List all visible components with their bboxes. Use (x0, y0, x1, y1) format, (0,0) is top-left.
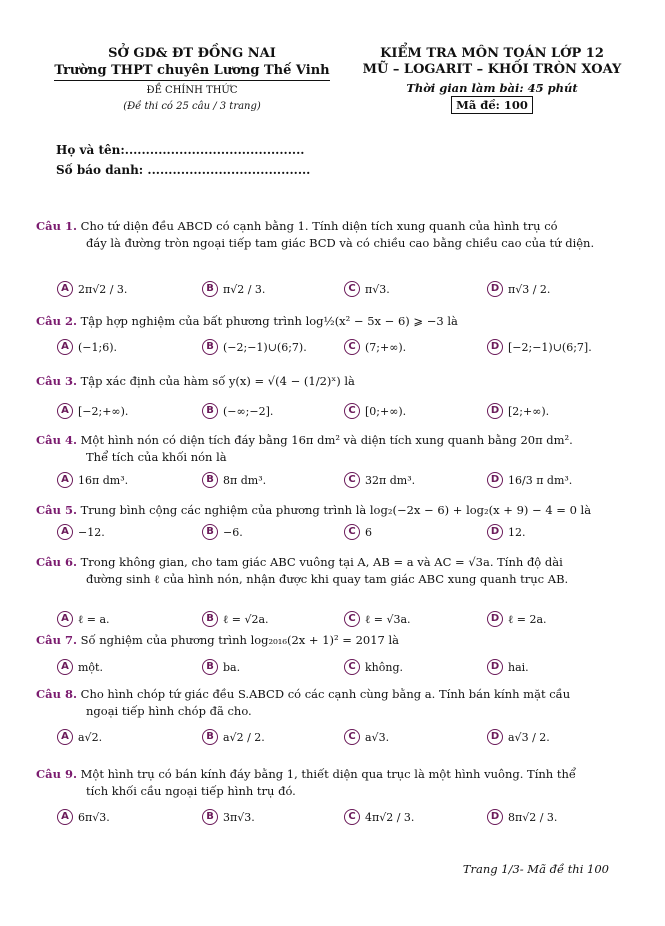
option-b[interactable] (202, 607, 269, 631)
option-b[interactable] (202, 805, 255, 829)
option-a[interactable] (57, 335, 117, 359)
option-letter-badge: D (487, 729, 503, 745)
option-a[interactable] (57, 655, 103, 679)
header-right (352, 46, 632, 114)
option-letter-badge: C (344, 472, 360, 488)
option-a[interactable] (57, 399, 128, 423)
question-5 (36, 502, 626, 519)
option-text: [2;+∞). (508, 404, 550, 418)
option-d[interactable] (487, 335, 592, 359)
option-d[interactable] (487, 607, 547, 631)
option-text: a√3 / 2. (508, 730, 550, 744)
option-letter-badge: C (344, 659, 360, 675)
question-text: Tập xác định của hàm số y(x) = √(4 − (1/2)ˣ) là (80, 374, 355, 388)
option-b[interactable] (202, 335, 307, 359)
option-letter-badge: D (487, 472, 503, 488)
option-b[interactable] (202, 520, 243, 544)
option-a[interactable] (57, 468, 128, 492)
department: SỞ GD& ĐT ĐỒNG NAI (108, 46, 276, 61)
option-d[interactable] (487, 725, 550, 749)
option-letter-badge: D (487, 659, 503, 675)
question-6 (36, 554, 626, 588)
question-number: Câu 1. (36, 219, 77, 233)
option-letter-badge: A (57, 524, 73, 540)
option-letter-badge: B (202, 524, 218, 540)
option-text: π√2 / 3. (223, 282, 266, 296)
question-number: Câu 7. (36, 633, 77, 647)
option-text: (−2;−1)∪(6;7). (223, 340, 307, 354)
option-text: 4π√2 / 3. (365, 810, 415, 824)
option-text: a√2. (78, 730, 103, 744)
option-a[interactable] (57, 520, 105, 544)
question-4 (36, 432, 626, 466)
option-letter-badge: A (57, 281, 73, 297)
question-9 (36, 766, 626, 800)
question-number: Câu 8. (36, 687, 77, 701)
answer-options (57, 335, 627, 359)
option-d[interactable] (487, 277, 550, 301)
option-text: a√3. (365, 730, 390, 744)
option-b[interactable] (202, 655, 240, 679)
option-letter-badge: C (344, 339, 360, 355)
option-text: 8π dm³. (223, 473, 267, 487)
question-number: Câu 9. (36, 767, 77, 781)
option-d[interactable] (487, 805, 557, 829)
option-a[interactable] (57, 805, 110, 829)
answer-options (57, 725, 627, 749)
option-b[interactable] (202, 277, 265, 301)
option-text: −6. (223, 525, 243, 539)
option-letter-badge: D (487, 339, 503, 355)
option-text: 16π dm³. (78, 473, 129, 487)
option-letter-badge: A (57, 611, 73, 627)
question-text: Một hình nón có diện tích đáy bằng 16π dm² và diện tích xung quanh bằng 20π dm². (80, 433, 573, 447)
option-text: hai. (508, 660, 529, 674)
answer-options (57, 607, 627, 631)
option-text: 3π√3. (223, 810, 255, 824)
header-left (52, 46, 332, 115)
option-c[interactable] (344, 607, 411, 631)
option-c[interactable] (344, 277, 390, 301)
option-text: không. (365, 660, 403, 674)
option-d[interactable] (487, 468, 572, 492)
option-d[interactable] (487, 655, 529, 679)
exam-code: Mã đề: 100 (451, 96, 533, 114)
option-letter-badge: C (344, 281, 360, 297)
option-c[interactable] (344, 468, 415, 492)
candidate-id: Số báo danh: ....................................... (56, 163, 311, 177)
answer-options (57, 655, 627, 679)
question-number: Câu 3. (36, 374, 77, 388)
option-letter-badge: A (57, 339, 73, 355)
option-letter-badge: D (487, 281, 503, 297)
option-letter-badge: C (344, 403, 360, 419)
option-letter-badge: D (487, 403, 503, 419)
exam-duration: Thời gian làm bài: 45 phút (406, 81, 578, 95)
question-8 (36, 686, 626, 720)
option-letter-badge: C (344, 611, 360, 627)
option-c[interactable] (344, 335, 406, 359)
exam-title: KIỂM TRA MÔN TOÁN LỚP 12 (380, 46, 604, 61)
option-letter-badge: A (57, 403, 73, 419)
option-c[interactable] (344, 399, 406, 423)
question-number: Câu 4. (36, 433, 77, 447)
option-text: π√3. (365, 282, 390, 296)
question-2 (36, 313, 626, 330)
option-letter-badge: D (487, 611, 503, 627)
question-text: Cho hình chóp tứ giác đều S.ABCD có các cạnh cùng bằng a. Tính bán kính mặt cầu (80, 687, 571, 701)
option-letter-badge: B (202, 472, 218, 488)
option-letter-badge: B (202, 659, 218, 675)
option-text: ℓ = √3a. (365, 612, 411, 626)
option-b[interactable] (202, 725, 265, 749)
exam-note: (Đề thi có 25 câu / 3 trang) (123, 101, 261, 112)
option-text: (−∞;−2]. (223, 404, 274, 418)
option-text: ba. (223, 660, 241, 674)
answer-options (57, 805, 627, 829)
option-a[interactable] (57, 277, 127, 301)
option-text: ℓ = a. (78, 612, 110, 626)
option-letter-badge: B (202, 281, 218, 297)
question-number: Câu 5. (36, 503, 77, 517)
option-text: 8π√2 / 3. (508, 810, 558, 824)
option-letter-badge: D (487, 524, 503, 540)
option-letter-badge: A (57, 472, 73, 488)
question-7 (36, 632, 626, 649)
answer-options (57, 520, 627, 544)
page-footer: Trang 1/3- Mã đề thi 100 (462, 862, 609, 876)
question-text: Tập hợp nghiệm của bất phương trình log½(x² − 5x − 6) ⩾ −3 là (80, 314, 458, 328)
question-number: Câu 2. (36, 314, 77, 328)
option-text: ℓ = 2a. (508, 612, 547, 626)
question-text: Số nghiệm của phương trình log₂₀₁₆(2x + 1)² = 2017 là (80, 633, 400, 647)
option-text: (7;+∞). (365, 340, 407, 354)
option-text: 32π dm³. (365, 473, 416, 487)
option-text: ℓ = √2a. (223, 612, 269, 626)
option-letter-badge: A (57, 809, 73, 825)
option-text: π√3 / 2. (508, 282, 551, 296)
option-c[interactable] (344, 805, 414, 829)
option-text: 16/3 π dm³. (508, 473, 573, 487)
question-text: Trung bình cộng các nghiệm của phương trình là log₂(−2x − 6) + log₂(x + 9) − 4 = 0 là (80, 503, 592, 517)
option-text: 6 (365, 525, 372, 539)
option-letter-badge: A (57, 659, 73, 675)
option-text: một. (78, 660, 103, 674)
option-c[interactable] (344, 520, 372, 544)
option-d[interactable] (487, 399, 549, 423)
question-text: Cho tứ diện đều ABCD có cạnh bằng 1. Tính diện tích xung quanh của hình trụ có (80, 219, 558, 233)
option-letter-badge: B (202, 611, 218, 627)
answer-options (57, 399, 627, 423)
option-c[interactable] (344, 655, 403, 679)
option-letter-badge: B (202, 729, 218, 745)
option-letter-badge: D (487, 809, 503, 825)
question-text-continued: đáy là đường tròn ngoại tiếp tam giác BCD và có chiều cao bằng chiều cao của tứ diện. (86, 236, 595, 250)
option-a[interactable] (57, 725, 102, 749)
question-text-continued: Thể tích của khối nón là (86, 450, 227, 464)
option-letter-badge: B (202, 809, 218, 825)
option-letter-badge: B (202, 403, 218, 419)
option-text: [−2;−1)∪(6;7]. (508, 340, 592, 354)
option-text: −12. (78, 525, 105, 539)
option-letter-badge: C (344, 809, 360, 825)
answer-options (57, 277, 627, 301)
option-letter-badge: C (344, 729, 360, 745)
school-name: Trường THPT chuyên Lương Thế Vinh (54, 63, 329, 81)
official-label: ĐỀ CHÍNH THỨC (146, 85, 238, 96)
option-letter-badge: B (202, 339, 218, 355)
option-a[interactable] (57, 607, 110, 631)
option-text: 12. (508, 525, 526, 539)
option-text: 6π√3. (78, 810, 110, 824)
option-text: 2π√2 / 3. (78, 282, 128, 296)
question-text-continued: đường sinh ℓ của hình nón, nhận được khi quay tam giác ABC xung quanh trục AB. (86, 572, 569, 586)
option-text: [0;+∞). (365, 404, 407, 418)
option-text: a√2 / 2. (223, 730, 265, 744)
question-1 (36, 218, 626, 252)
option-d[interactable] (487, 520, 526, 544)
option-letter-badge: C (344, 524, 360, 540)
question-text-continued: tích khối cầu ngoại tiếp hình trụ đó. (86, 784, 296, 798)
question-text: Trong không gian, cho tam giác ABC vuông tại A, AB = a và AC = √3a. Tính độ dài (80, 555, 563, 569)
option-text: [−2;+∞). (78, 404, 129, 418)
option-b[interactable] (202, 468, 266, 492)
exam-topic: MŨ – LOGARIT – KHỐI TRÒN XOAY (362, 62, 622, 77)
option-c[interactable] (344, 725, 389, 749)
question-text-continued: ngoại tiếp hình chóp đã cho. (86, 704, 252, 718)
option-b[interactable] (202, 399, 273, 423)
option-text: (−1;6). (78, 340, 117, 354)
question-number: Câu 6. (36, 555, 77, 569)
answer-options (57, 468, 627, 492)
option-letter-badge: A (57, 729, 73, 745)
candidate-name: Họ và tên:........................................... (56, 143, 305, 157)
question-3 (36, 373, 626, 390)
question-text: Một hình trụ có bán kính đáy bằng 1, thiết diện qua trục là một hình vuông. Tính thể (80, 767, 576, 781)
